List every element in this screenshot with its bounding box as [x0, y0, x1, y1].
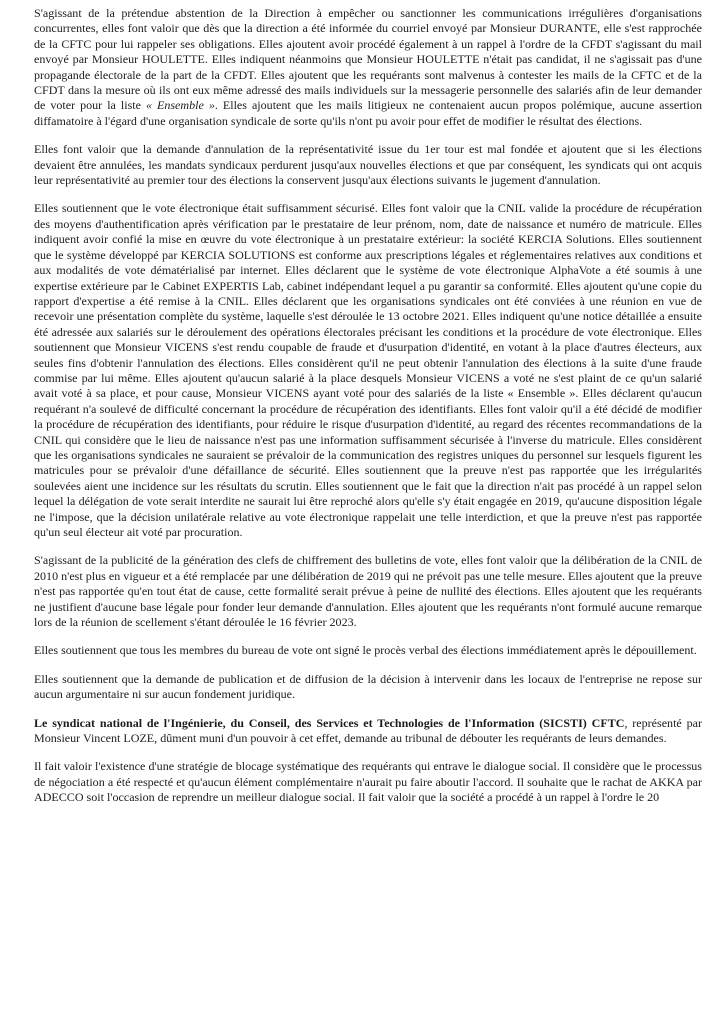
list-name-ensemble: « Ensemble »: [145, 98, 215, 113]
paragraph-text: , représenté par Monsieur Vincent LOZE, dûment muni d'un pouvoir à cet effet, demande au tribunal de débouter les requérants de leurs demandes.: [34, 715, 702, 746]
paragraph-syndicat-sicsti: [34, 716, 702, 747]
paragraph-strategie-blocage: Il fait valoir l'existence d'une stratégie de blocage systématique des requérants qui entrave le dialogue social. Il considère que le processus de négociation a été respecté et qu'aucun élément complémentaire n'aurait pu faire aboutir l'accord. Il souhaite que le rachat de AKKA par ADECCO soit l'occasion de reprendre un meilleur dialogue social. Il fait valoir que la société a procédé à un rappel à l'ordre le 20: [34, 759, 702, 805]
paragraph-abstention-direction: [34, 6, 702, 129]
paragraph-representativite: Elles font valoir que la demande d'annulation de la représentativité issue du 1er tour est mal fondée et ajoutent que si les élections devaient être annulées, les mandats syndicaux perdurent jusqu'aux nouvelles élections et que par conséquent, les syndicats qui ont acquis leur représentativité au premier tour des élections la conservent jusqu'aux élections suivants le jugement d'annulation.: [34, 142, 702, 188]
paragraph-publication-decision: Elles soutiennent que la demande de publication et de diffusion de la décision à intervenir dans les locaux de l'entreprise ne repose sur aucun argumentaire ni sur aucun fondement juridique.: [34, 671, 702, 702]
paragraph-bureau-vote: Elles soutiennent que tous les membres du bureau de vote ont signé le procès verbal des élections immédiatement après le dépouillement.: [34, 643, 697, 658]
paragraph-clefs-chiffrement: S'agissant de la publicité de la génération des clefs de chiffrement des bulletins de vote, elles font valoir que la délibération de la CNIL de 2010 n'est plus en vigueur et a été remplacée par une délibération de 2019 qui ne prévoit pas une telle mesure. Elles ajoutent que la preuve n'est pas rapportée qu'en tout état de cause, cette formalité serait prévue à peine de nullité des élections. Elles ajoutent que les requérants ne justifient d'aucune base légale pour fonder leur demande d'annulation. Elles ajoutent que les requérants n'ont formulé aucune remarque lors de la réunion de scellement s'étant déroulée le 16 février 2023.: [34, 553, 702, 630]
paragraph-text: . Elles ajoutent que les mails litigieux ne contenaient aucun propos polémique, aucune assertion diffamatoire à l'égard d'une organisation syndicale de sorte qu'ils n'ont pu avoir pour effet de modifier le résultat des élections.: [34, 98, 703, 128]
party-name: Le syndicat national de l'Ingénierie, du Conseil, des Services et Technologies de l'Information (SICSTI) CFTC: [34, 715, 625, 730]
paragraph-text: S'agissant de la prétendue abstention de la Direction à empêcher ou sanctionner les communications irrégulières d'organisations concurrentes, elles font valoir que dès que la direction a été informée du courriel envoyé par Monsieur DURANTE, elle s'est rapprochée de la CFTC pour lui rappeler ses obligations. Elles ajoutent avoir procédé également à un rappel à l'ordre de la CFDT s'agissant du mail envoyé par Monsieur HOULETTE. Elles indiquent néanmoins que Monsieur HOULETTE n'était pas candidat, il ne s'agissait pas d'une propagande électorale de la part de la CFDT. Elles ajoutent que les requérants sont malvenus à contester les mails de la CFTC et de la CFDT dans la mesure où ils ont eux même adressé des mails individuels sur la messagerie personnelle des salariés afin de leur demander de voter pour la liste: [34, 6, 702, 113]
paragraph-vote-electronique: Elles soutiennent que le vote électronique était suffisamment sécurisé. Elles font valoir que la CNIL valide la procédure de récupération des moyens d'authentification après vérification par le prestataire de leur prénom, nom, date de naissance et numéro de matricule. Elles indiquent avoir confié la mise en œuvre du vote électronique à un prestataire extérieur: la société KERCIA Solutions. Elles soutiennent que le système développé par KERCIA SOLUTIONS est conforme aux prescriptions légales et réglementaires relatives aux conditions et aux modalités de vote dématérialisé par internet. Elles déclarent que le système de vote électronique AlphaVote a été soumis à une expertise extérieure par le Cabinet EXPERTIS Lab, cabinet indépendant lequel a pu garantir sa conformité. Elles ajoutent qu'une copie du rapport d'expertise a été remise à la CNIL. Elles déclarent que les organisations syndicales ont été conviées à une réunion en vue de recevoir une présentation complète du système, laquelle s'est déroulée le 13 octobre 2021. Elles indiquent qu'une notice détaillée a ensuite été adressée aux salariés sur le déroulement des opérations électorales précisant les conditions et la procédure de vote électronique. Elles soutiennent que Monsieur VICENS s'est rendu coupable de fraude et d'usurpation d'identité, en votant à la place d'autres électeurs, aux seules fins d'obtenir l'annulation des élections. Elles considèrent qu'il ne peut obtenir l'annulation des élections à la suite d'une fraude commise par lui même. Elles ajoutent qu'aucun salarié à la place desquels Monsieur VICENS a voté ne s'est plaint de ce qu'un salarié avait voté à sa place, et pour cause, Monsieur VICENS ayant voté pour des salariés de la liste « Ensemble ». Elles déclarent qu'aucun requérant n'a soulevé de difficulté concernant la procédure de récupération des identifiants. Elles font valoir qu'il a été décidé de modifier la procédure de récupération des identifiants, pour réduire le risque d'usurpation d'identité, au regard des récentes recommandations de la CNIL qui considère que le lieu de naissance n'est pas une information suffisamment sécurisée à l'inverse du matricule. Elles considèrent que les organisations syndicales ne sauraient se prévaloir de la communication des registres uniques du personnel sur lesquels figurent les matricules pour se prévaloir d'une défaillance de sécurité. Elles soutiennent que la preuve n'est pas rapportée que les irrégularités soulevées aient une incidence sur les résultats du scrutin. Elles soutiennent que le fait que la direction n'ait pas procédé à un rappel selon lequel la délégation de vote serait interdite ne saurait lui être reproché alors qu'elle s'y était engagée en 2019, qu'aucune disposition légale ne l'impose, que la décision unilatérale relative au vote électronique rappelait une telle interdiction, et que la preuve n'est pas rapportée qu'un seul électeur ait voté par procuration.: [34, 201, 702, 539]
